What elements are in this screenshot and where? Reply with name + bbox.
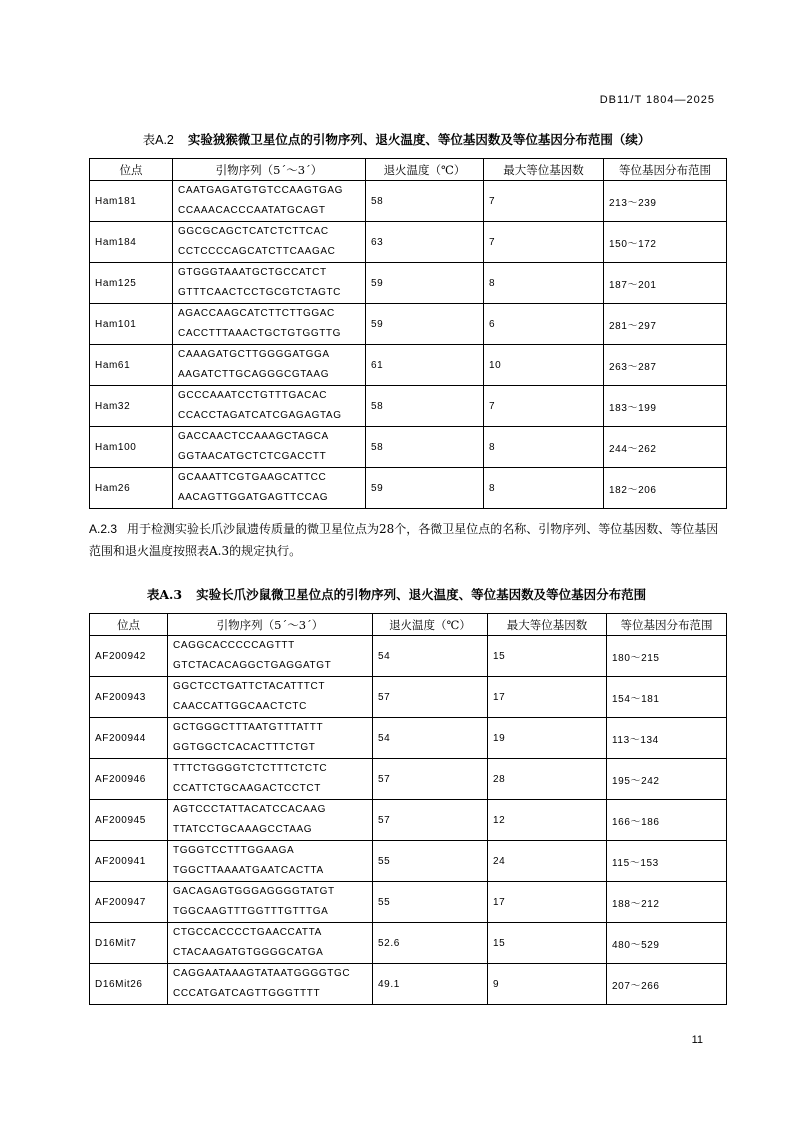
locus-cell: Ham26 xyxy=(90,468,173,509)
max-alleles-cell: 6 xyxy=(484,304,604,345)
locus-cell: AF200943 xyxy=(90,677,168,718)
paragraph-a23 xyxy=(89,518,729,562)
annealing-temp-cell: 52.6 xyxy=(373,923,488,964)
annealing-temp-cell: 59 xyxy=(366,468,484,509)
forward-primer: GCCCAAATCCTGTTTGACAC xyxy=(178,390,328,401)
table-row xyxy=(90,882,727,923)
allele-range-cell: 213～239 xyxy=(604,181,727,222)
annealing-temp-cell: 57 xyxy=(373,800,488,841)
locus-cell: AF200944 xyxy=(90,718,168,759)
primer-cell xyxy=(173,386,366,427)
annealing-temp-cell: 59 xyxy=(366,304,484,345)
page-number: 11 xyxy=(691,1034,703,1046)
primer-cell xyxy=(173,222,366,263)
allele-range-cell: 150～172 xyxy=(604,222,727,263)
table-a2-header-row xyxy=(90,159,727,181)
annealing-temp-cell: 54 xyxy=(373,636,488,677)
allele-range-cell: 115～153 xyxy=(607,841,727,882)
table-row xyxy=(90,427,727,468)
table-a3-caption xyxy=(0,585,793,603)
reverse-primer: TGGCTTAAAATGAATCACTTA xyxy=(173,865,324,876)
forward-primer: CTGCCACCCCTGAACCATTA xyxy=(173,927,322,938)
annealing-temp-cell: 57 xyxy=(373,677,488,718)
forward-primer: GACAGAGTGGGAGGGGTATGT xyxy=(173,886,335,897)
max-alleles-cell: 15 xyxy=(488,636,607,677)
table-row xyxy=(90,923,727,964)
max-alleles-cell: 19 xyxy=(488,718,607,759)
reverse-primer: CTACAAGATGTGGGGCATGA xyxy=(173,947,324,958)
annealing-temp-cell: 49.1 xyxy=(373,964,488,1005)
allele-range-cell: 281～297 xyxy=(604,304,727,345)
max-alleles-cell: 24 xyxy=(488,841,607,882)
reverse-primer: CCATTCTGCAAGACTCCTCT xyxy=(173,783,321,794)
primer-cell xyxy=(168,718,373,759)
table-row xyxy=(90,718,727,759)
document-id: DB11/T 1804—2025 xyxy=(599,94,715,106)
table-row xyxy=(90,468,727,509)
reverse-primer: GTCTACACAGGCTGAGGATGT xyxy=(173,660,332,671)
locus-cell: Ham101 xyxy=(90,304,173,345)
allele-range-cell: 182～206 xyxy=(604,468,727,509)
max-alleles-cell: 17 xyxy=(488,882,607,923)
table-row xyxy=(90,677,727,718)
primer-cell xyxy=(168,677,373,718)
allele-range-cell: 187～201 xyxy=(604,263,727,304)
locus-cell: Ham32 xyxy=(90,386,173,427)
reverse-primer: GGTAACATGCTCTCGACCTT xyxy=(178,451,327,462)
allele-range-cell: 207～266 xyxy=(607,964,727,1005)
table-a2-caption-number: 表A.2 xyxy=(142,133,174,147)
col-header-primer: 引物序列（5´～3´） xyxy=(173,159,366,181)
forward-primer: CAATGAGATGTGTCCAAGTGAG xyxy=(178,185,344,196)
locus-cell: AF200947 xyxy=(90,882,168,923)
forward-primer: CAGGCACCCCCAGTTT xyxy=(173,640,295,651)
primer-cell xyxy=(168,800,373,841)
max-alleles-cell: 8 xyxy=(484,427,604,468)
primer-cell xyxy=(173,304,366,345)
max-alleles-cell: 17 xyxy=(488,677,607,718)
annealing-temp-cell: 55 xyxy=(373,841,488,882)
annealing-temp-cell: 55 xyxy=(373,882,488,923)
primer-cell xyxy=(168,882,373,923)
annealing-temp-cell: 61 xyxy=(366,345,484,386)
allele-range-cell: 244～262 xyxy=(604,427,727,468)
forward-primer: AGTCCCTATTACATCCACAAG xyxy=(173,804,326,815)
max-alleles-cell: 12 xyxy=(488,800,607,841)
col-header-locus: 位点 xyxy=(90,614,168,636)
allele-range-cell: 113～134 xyxy=(607,718,727,759)
locus-cell: Ham181 xyxy=(90,181,173,222)
reverse-primer: CCAAACACCCAATATGCAGT xyxy=(178,205,326,216)
table-row xyxy=(90,636,727,677)
max-alleles-cell: 8 xyxy=(484,263,604,304)
forward-primer: GTGGGTAAATGCTGCCATCT xyxy=(178,267,327,278)
forward-primer: GGCGCAGCTCATCTCTTCAC xyxy=(178,226,329,237)
max-alleles-cell: 9 xyxy=(488,964,607,1005)
primer-cell xyxy=(168,636,373,677)
allele-range-cell: 183～199 xyxy=(604,386,727,427)
forward-primer: CAGGAATAAAGTATAATGGGGTGC xyxy=(173,968,351,979)
annealing-temp-cell: 58 xyxy=(366,386,484,427)
allele-range-cell: 180～215 xyxy=(607,636,727,677)
primer-cell xyxy=(173,427,366,468)
reverse-primer: GGTGGCTCACACTTTCTGT xyxy=(173,742,316,753)
forward-primer: CAAAGATGCTTGGGGATGGA xyxy=(178,349,330,360)
reverse-primer: CCTCCCCAGCATCTTCAAGAC xyxy=(178,246,336,257)
reverse-primer: CAACCATTGGCAACTCTC xyxy=(173,701,307,712)
primer-cell xyxy=(168,841,373,882)
max-alleles-cell: 7 xyxy=(484,222,604,263)
locus-cell: AF200941 xyxy=(90,841,168,882)
col-header-alleles: 最大等位基因数 xyxy=(488,614,607,636)
table-row xyxy=(90,386,727,427)
primer-cell xyxy=(168,923,373,964)
allele-range-cell: 480～529 xyxy=(607,923,727,964)
table-row xyxy=(90,222,727,263)
reverse-primer: TTATCCTGCAAAGCCTAAG xyxy=(173,824,313,835)
allele-range-cell: 166～186 xyxy=(607,800,727,841)
table-row xyxy=(90,181,727,222)
reverse-primer: TGGCAAGTTTGGTTTGTTTGA xyxy=(173,906,329,917)
table-row xyxy=(90,345,727,386)
locus-cell: D16Mit7 xyxy=(90,923,168,964)
locus-cell: Ham100 xyxy=(90,427,173,468)
forward-primer: GACCAACTCCAAAGCTAGCA xyxy=(178,431,329,442)
paragraph-text: 用于检测实验长爪沙鼠遗传质量的微卫星位点为28个，各微卫星位点的名称、引物序列、等位基因数、等位基因范围和退火温度按照表A.3的规定执行。 xyxy=(89,522,719,558)
annealing-temp-cell: 63 xyxy=(366,222,484,263)
primer-cell xyxy=(173,345,366,386)
table-a2-caption-text: 实验狨猴微卫星位点的引物序列、退火温度、等位基因数及等位基因分布范围（续） xyxy=(187,132,651,147)
table-row xyxy=(90,304,727,345)
col-header-range: 等位基因分布范围 xyxy=(607,614,727,636)
col-header-range: 等位基因分布范围 xyxy=(604,159,727,181)
primer-cell xyxy=(173,468,366,509)
primer-cell xyxy=(168,964,373,1005)
col-header-alleles: 最大等位基因数 xyxy=(484,159,604,181)
locus-cell: AF200942 xyxy=(90,636,168,677)
forward-primer: TTTCTGGGGTCTCTTTCTCTC xyxy=(173,763,328,774)
max-alleles-cell: 28 xyxy=(488,759,607,800)
forward-primer: TGGGTCCTTTGGAAGA xyxy=(173,845,295,856)
reverse-primer: GTTTCAACTCCTGCGTCTAGTC xyxy=(178,287,341,298)
primer-cell xyxy=(168,759,373,800)
locus-cell: Ham61 xyxy=(90,345,173,386)
col-header-locus: 位点 xyxy=(90,159,173,181)
annealing-temp-cell: 58 xyxy=(366,427,484,468)
annealing-temp-cell: 57 xyxy=(373,759,488,800)
allele-range-cell: 154～181 xyxy=(607,677,727,718)
table-row xyxy=(90,800,727,841)
table-a3-caption-number: 表A.3 xyxy=(146,587,183,602)
max-alleles-cell: 10 xyxy=(484,345,604,386)
table-row xyxy=(90,759,727,800)
locus-cell: D16Mit26 xyxy=(90,964,168,1005)
reverse-primer: AAGATCTTGCAGGGCGTAAG xyxy=(178,369,330,380)
table-row xyxy=(90,964,727,1005)
max-alleles-cell: 7 xyxy=(484,181,604,222)
col-header-temp: 退火温度（℃） xyxy=(373,614,488,636)
max-alleles-cell: 8 xyxy=(484,468,604,509)
table-a3 xyxy=(89,613,727,1005)
forward-primer: GCTGGGCTTTAATGTTTATTT xyxy=(173,722,324,733)
table-a3-caption-text: 实验长爪沙鼠微卫星位点的引物序列、退火温度、等位基因数及等位基因分布范围 xyxy=(196,587,647,602)
annealing-temp-cell: 59 xyxy=(366,263,484,304)
locus-cell: AF200945 xyxy=(90,800,168,841)
table-row xyxy=(90,841,727,882)
reverse-primer: CACCTTTAAACTGCTGTGGTTG xyxy=(178,328,342,339)
allele-range-cell: 195～242 xyxy=(607,759,727,800)
primer-cell xyxy=(173,263,366,304)
allele-range-cell: 263～287 xyxy=(604,345,727,386)
table-a2 xyxy=(89,158,727,509)
locus-cell: Ham125 xyxy=(90,263,173,304)
locus-cell: AF200946 xyxy=(90,759,168,800)
table-a2-caption xyxy=(0,130,793,148)
locus-cell: Ham184 xyxy=(90,222,173,263)
forward-primer: AGACCAAGCATCTTCTTGGAC xyxy=(178,308,335,319)
primer-cell xyxy=(173,181,366,222)
annealing-temp-cell: 58 xyxy=(366,181,484,222)
allele-range-cell: 188～212 xyxy=(607,882,727,923)
paragraph-number: A.2.3 xyxy=(89,522,118,536)
forward-primer: GCAAATTCGTGAAGCATTCC xyxy=(178,472,327,483)
col-header-primer: 引物序列（5´～3´） xyxy=(168,614,373,636)
reverse-primer: AACAGTTGGATGAGTTCCAG xyxy=(178,492,329,503)
table-row xyxy=(90,263,727,304)
forward-primer: GGCTCCTGATTCTACATTTCT xyxy=(173,681,326,692)
max-alleles-cell: 7 xyxy=(484,386,604,427)
annealing-temp-cell: 54 xyxy=(373,718,488,759)
col-header-temp: 退火温度（℃） xyxy=(366,159,484,181)
max-alleles-cell: 15 xyxy=(488,923,607,964)
table-a3-header-row xyxy=(90,614,727,636)
reverse-primer: CCCATGATCAGTTGGGTTTT xyxy=(173,988,321,999)
reverse-primer: CCACCTAGATCATCGAGAGTAG xyxy=(178,410,342,421)
